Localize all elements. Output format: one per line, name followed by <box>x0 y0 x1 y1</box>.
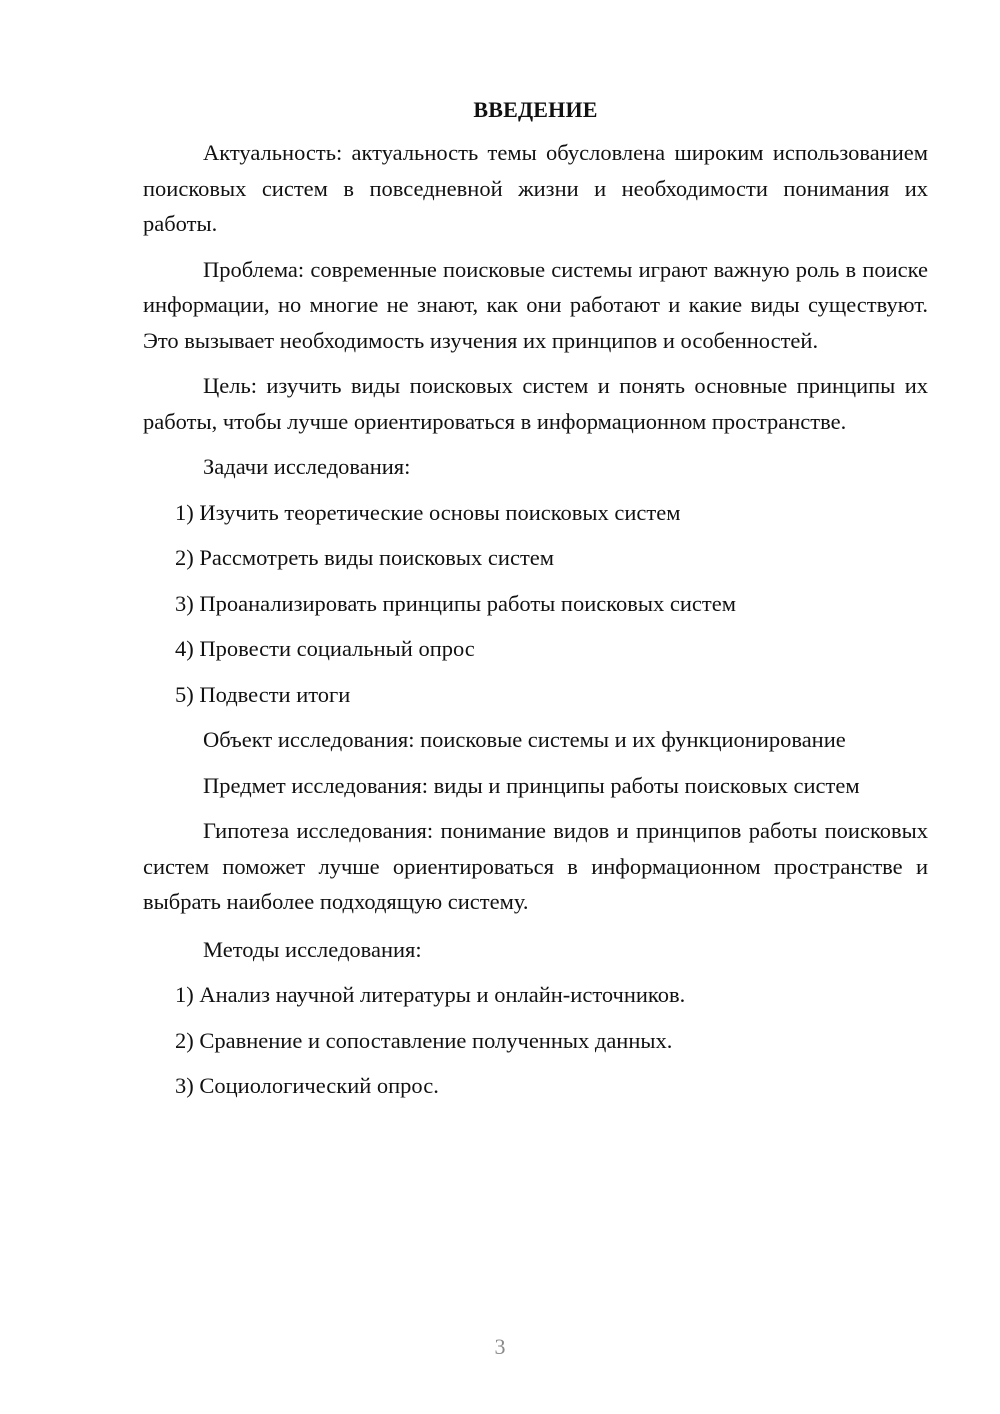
methods-title: Методы исследования: <box>203 936 422 962</box>
subject-paragraph: Предмет исследования: виды и принципы работы поисковых систем <box>203 772 860 798</box>
goal-paragraph: Цель: изучить виды поисковых систем и понять основные принципы их работы, чтобы лучше ориентироваться в информационном пространстве. <box>143 373 928 434</box>
page-number: 3 <box>494 1334 506 1359</box>
problem-paragraph: Проблема: современные поисковые системы играют важную роль в поиске информации, но многие не знают, как они работают и какие виды существуют. Это вызывает необходимость изучения их принципов и особенностей. <box>143 256 928 353</box>
task-item: 5) Подвести итоги <box>175 681 351 707</box>
task-item: 4) Провести социальный опрос <box>175 636 475 661</box>
task-item: 3) Проанализировать принципы работы поисковых систем <box>175 590 736 616</box>
method-item: 1) Анализ научной литературы и онлайн-источников. <box>175 982 686 1007</box>
tasks-title: Задачи исследования: <box>203 454 411 479</box>
relevance-paragraph: Актуальность: актуальность темы обусловлена широким использованием поисковых систем в повседневной жизни и необходимости понимания их работы. <box>143 140 928 236</box>
section-heading: ВВЕДЕНИЕ <box>473 97 598 122</box>
object-paragraph: Объект исследования: поисковые системы и их функционирование <box>203 727 846 752</box>
method-item: 2) Сравнение и сопоставление полученных данных. <box>175 1027 673 1053</box>
method-item: 3) Социологический опрос. <box>175 1073 439 1098</box>
task-item: 1) Изучить теоретические основы поисковых систем <box>175 499 681 525</box>
page-content <box>143 92 928 1104</box>
hypothesis-paragraph: Гипотеза исследования: понимание видов и принципов работы поисковых систем поможет лучше ориентироваться в информационном пространстве и выбрать наиболее подходящую систему. <box>143 818 928 914</box>
task-item: 2) Рассмотреть виды поисковых систем <box>175 545 554 570</box>
